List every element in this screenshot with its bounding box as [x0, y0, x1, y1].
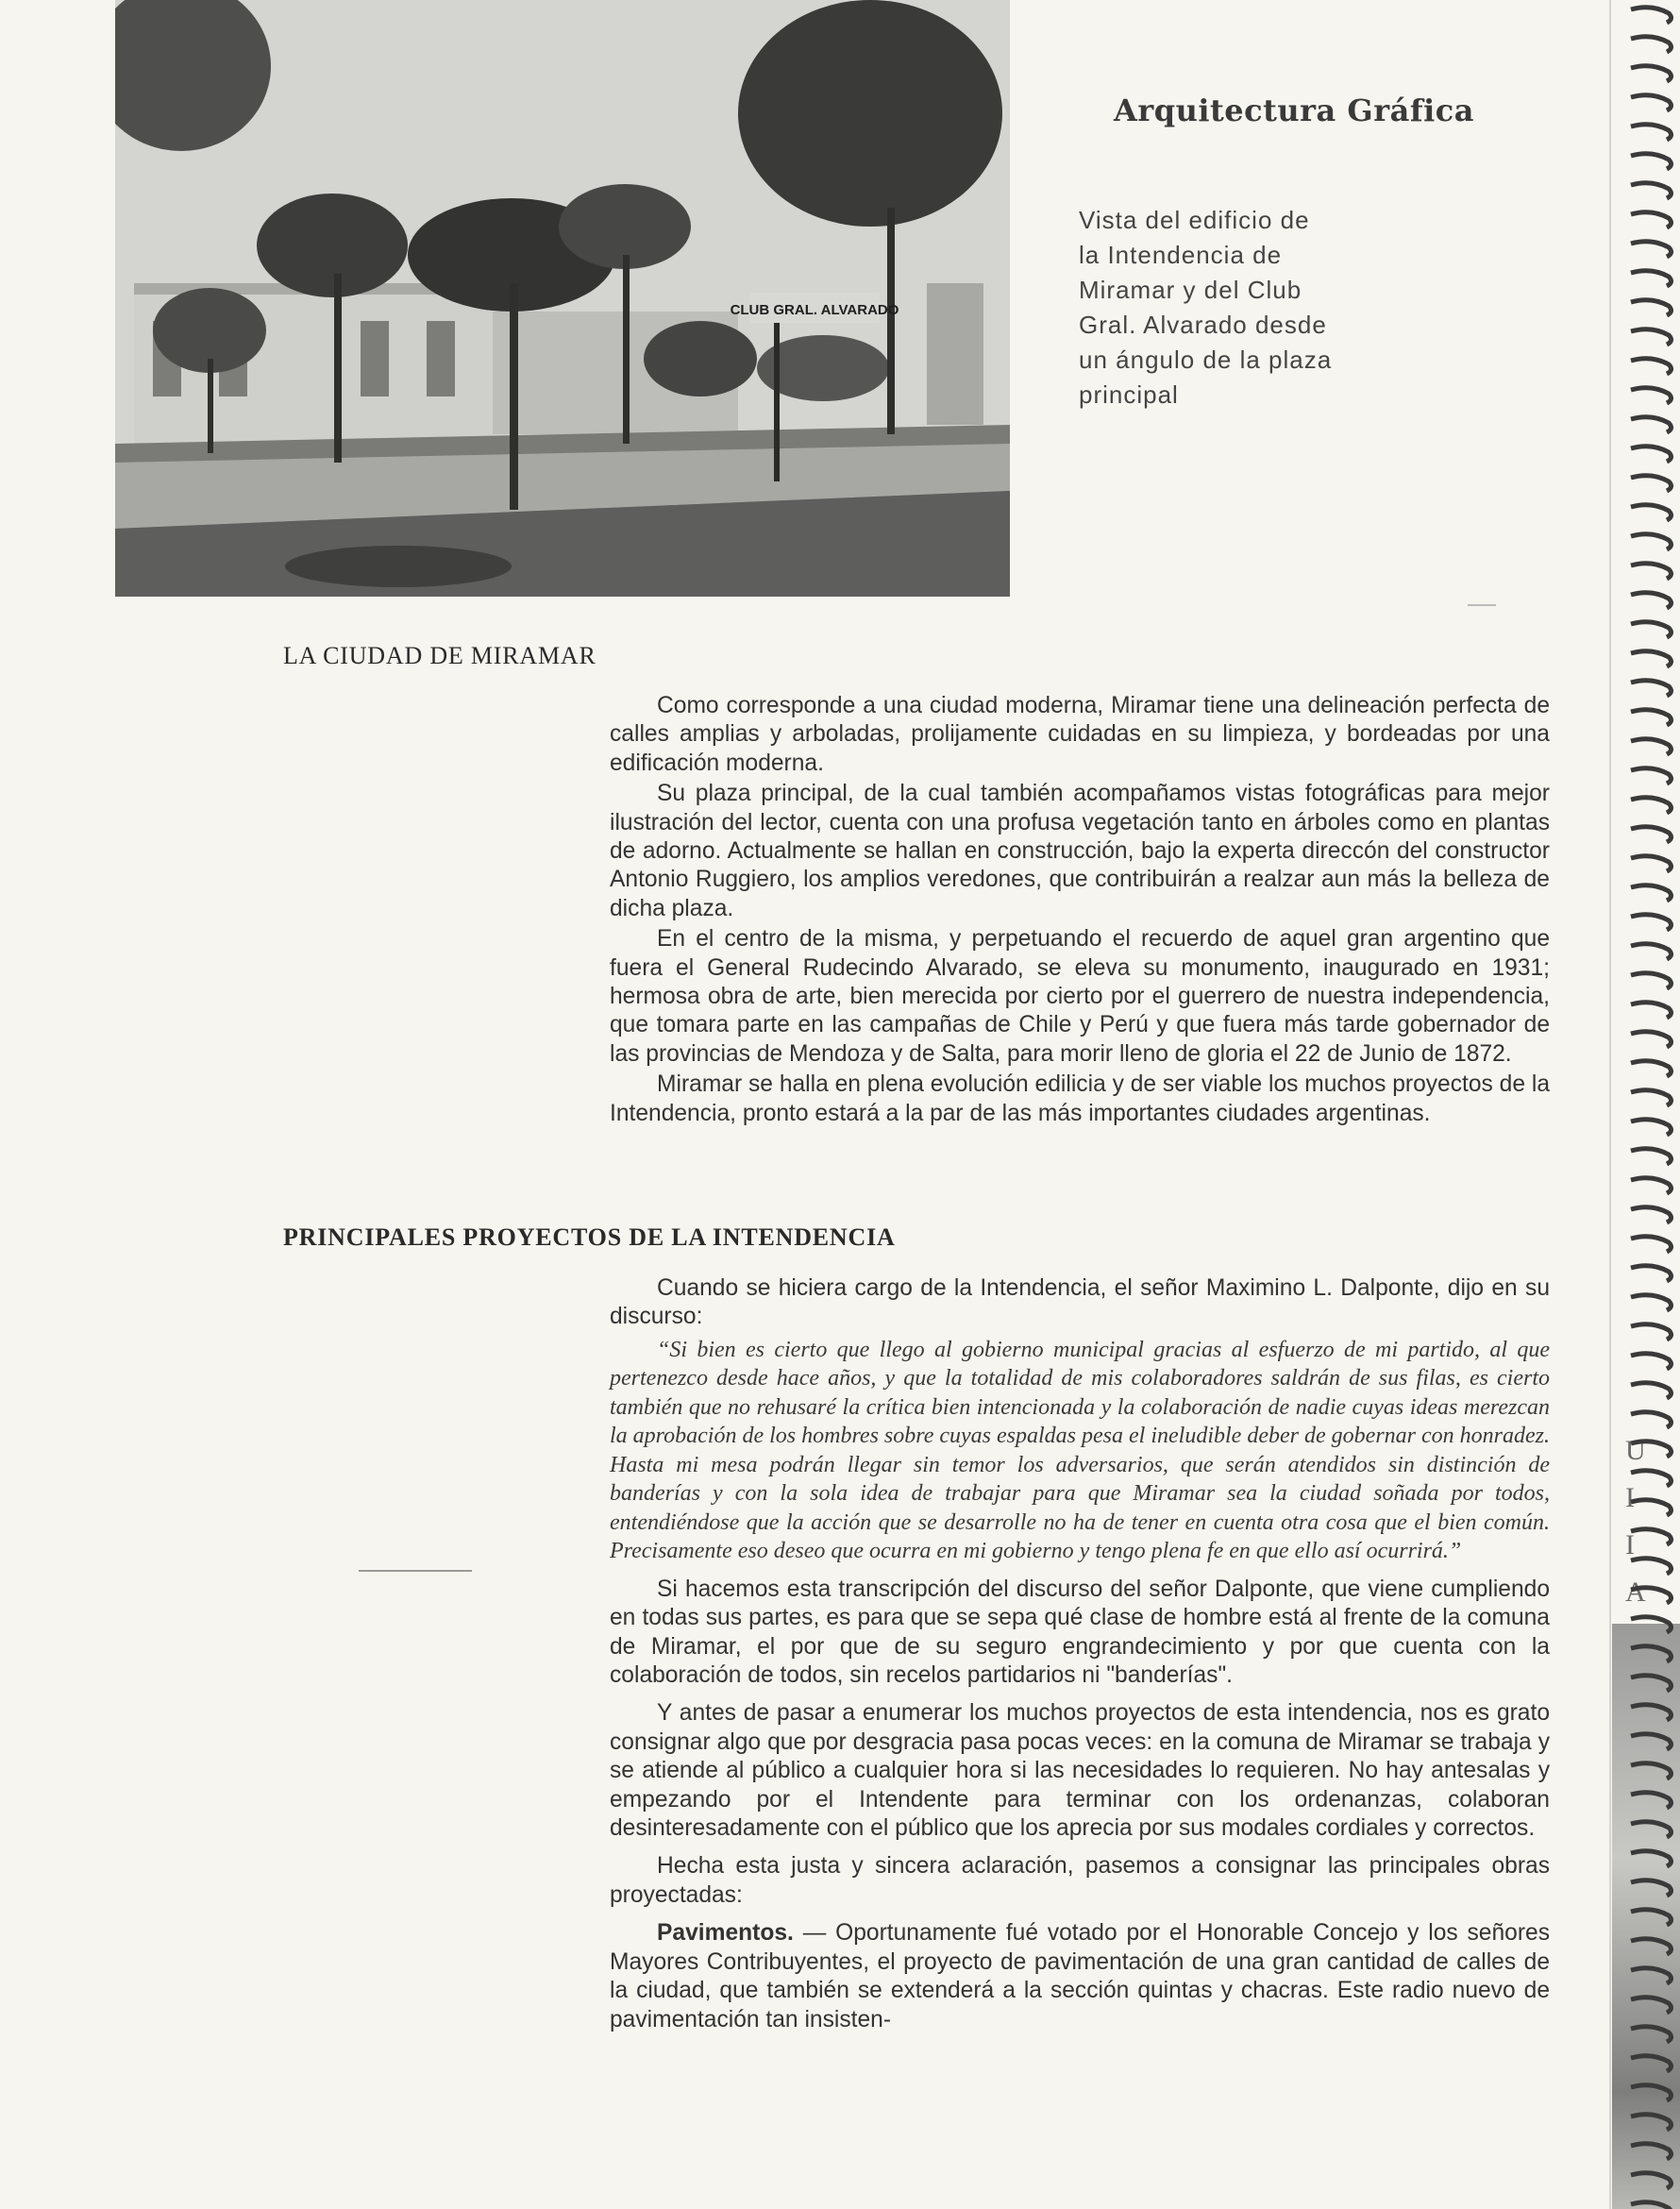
- body-paragraph: En el centro de la misma, y perpetuando el recuerdo de aquel gran argentino que fuera el General Rudecindo Alvarado, se eleva su monumento, inaugurado en 1931; hermosa obra de arte, bien merecida por cierto por el guerrero de nuestra independencia, que tomara parte en las campañas de Chile y Perú y que fuera más tarde gobernador de las provincias de Mendoza y de Salta, para morir lleno de gloria el 22 de Junio de 1872.: [610, 926, 1550, 1067]
- caption-line: Vista del edificio de: [1079, 206, 1310, 234]
- binding-ring: [1631, 125, 1672, 140]
- binding-ring: [1631, 1207, 1672, 1223]
- binding-ring: [1631, 1061, 1672, 1076]
- binding-ring: [1631, 1295, 1672, 1310]
- body-paragraph: Si hacemos esta transcripción del discurso del señor Dalponte, que viene cumpliendo en todas sus partes, es para que se sepa qué clase de hombre está al frente de la comuna de Miramar, el por que de su seguro engrandecimiento y por que cuenta con la colaboración de todos, sin recelos partidarios ni "banderías".: [610, 1576, 1550, 1689]
- binding-ring: [1631, 944, 1672, 959]
- binding-ring: [1631, 447, 1672, 462]
- binding-ring: [1631, 1559, 1672, 1574]
- binding-ring: [1631, 534, 1672, 549]
- binding-ring: [1631, 1676, 1672, 1691]
- binding-ring: [1631, 505, 1672, 520]
- binding-ring: [1631, 1324, 1672, 1340]
- binding-ring: [1631, 593, 1672, 608]
- binding-ring: [1631, 154, 1672, 169]
- body-paragraph: Hecha esta justa y sincera aclaración, pasemos a consignar las principales obras proyectadas:: [610, 1853, 1550, 1908]
- caption-line: Gral. Alvarado desde: [1079, 311, 1327, 339]
- binding-ring: [1631, 651, 1672, 666]
- binding-ring: [1631, 768, 1672, 784]
- binding-ring: [1631, 2115, 1672, 2130]
- binding-ring: [1631, 37, 1672, 52]
- binding-ring: [1631, 1354, 1672, 1369]
- caption-line: la Intendencia de: [1079, 241, 1283, 269]
- binding-ring: [1631, 1032, 1672, 1047]
- plaza-photograph: [115, 0, 1010, 597]
- binding-ring: [1631, 388, 1672, 403]
- binding-ring: [1631, 271, 1672, 286]
- binding-ring: [1631, 1910, 1672, 1925]
- binding-ring: [1631, 2085, 1672, 2100]
- binding-ring: [1631, 1442, 1672, 1457]
- binding-ring: [1631, 95, 1672, 110]
- binding-ring: [1631, 1471, 1672, 1486]
- binding-ring: [1631, 1998, 1672, 2013]
- binding-ring: [1631, 1617, 1672, 1632]
- section-heading-proyectos: PRINCIPALES PROYECTOS DE LA INTENDENCIA: [283, 1223, 896, 1251]
- binding-ring: [1631, 242, 1672, 257]
- binding-ring: [1631, 2173, 1672, 2188]
- binding-ring: [1631, 66, 1672, 81]
- binding-ring: [1631, 1763, 1672, 1779]
- binding-ring: [1631, 212, 1672, 228]
- binding-ring: [1631, 329, 1672, 345]
- edge-letter: A: [1625, 1577, 1646, 1608]
- binding-ring: [1631, 622, 1672, 637]
- caption-line: principal: [1079, 380, 1179, 409]
- binding-ring: [1631, 1149, 1672, 1164]
- binding-ring: [1631, 915, 1672, 930]
- binding-ring: [1631, 1968, 1672, 1983]
- binding-ring: [1631, 1266, 1672, 1281]
- binding-ring: [1631, 856, 1672, 871]
- binding-ring: [1631, 827, 1672, 842]
- binding-ring: [1631, 710, 1672, 725]
- body-paragraph: Cuando se hiciera cargo de la Intendencia, el señor Maximino L. Dalponte, dijo en su discurso:: [610, 1275, 1550, 1330]
- runin-text: — Oportunamente fué votado por el Honorable Concejo y los señores Mayores Contribuyentes, el proyecto de pavimentación de una gran cantidad de calles de la ciudad, que también se extenderá a la sección quintas y chacras. Este radio nuevo de pavimentación tan insisten-: [610, 1920, 1550, 2032]
- caption-line: un ángulo de la plaza: [1079, 346, 1333, 374]
- divider: [359, 1570, 472, 1572]
- binding-ring: [1631, 973, 1672, 988]
- binding-ring: [1631, 1793, 1672, 1808]
- binding-ring: [1631, 1237, 1672, 1252]
- body-paragraph: Como corresponde a una ciudad moderna, Miramar tiene una delineación perfecta de calles amplias y arboladas, prolijamente cuidadas en su limpieza, y bordeadas por una edificación moderna.: [610, 693, 1550, 776]
- binding-ring: [1631, 1500, 1672, 1515]
- binding-ring: [1631, 1822, 1672, 1837]
- body-paragraph: Miramar se halla en plena evolución edilicia y de ser viable los muchos proyectos de la Intendencia, pronto estará a la par de las más importantes ciudades argentinas.: [610, 1071, 1550, 1126]
- binding-ring: [1631, 476, 1672, 491]
- binding-ring: [1631, 1939, 1672, 1954]
- edge-letter: I: [1625, 1482, 1635, 1513]
- divider: [1468, 604, 1496, 606]
- binding-ring: [1631, 564, 1672, 579]
- photo-caption: [1079, 203, 1362, 413]
- body-paragraph: Y antes de pasar a enumerar los muchos proyectos de esta intendencia, nos es grato consignar algo que por desgracia pasa pocas veces: en la comuna de Miramar se trabaja y se atiende al público a cualquier hora si las necesidades lo requieren. No hay antesalas y empezando por el Intendente para terminar con los ordenanzas, colaboran desinteresadamente con el público que los aprecia por sus modales cordiales y correctos.: [610, 1700, 1550, 1842]
- section-brand-title: Arquitectura Gráfica: [1114, 93, 1474, 128]
- binding-ring: [1631, 1412, 1672, 1427]
- binding-ring: [1631, 1383, 1672, 1398]
- binding-ring: [1631, 885, 1672, 901]
- binding-ring: [1631, 417, 1672, 432]
- binding-ring: [1631, 739, 1672, 754]
- binding-ring: [1631, 1588, 1672, 1603]
- binding-ring: [1631, 1003, 1672, 1018]
- edge-letter: I: [1625, 1529, 1635, 1560]
- binding-ring: [1631, 2056, 1672, 2071]
- speech-quote: “Si bien es cierto que llego al gobierno municipal gracias al esfuerzo de mi partido, al que pertenezco desde hace años, y que la totalidad de mis colaboradores saldrán de sus filas, es cierto también que no rehusaré la crítica bien intencionada y la colaboración de nadie cuyas ideas merezcan la aprobación de los hombres sobre cuyas espaldas pesa el ineludible deber de gobernar con honradez. Hasta mi mesa podrán llegar sin temor los adversarios, que serán atendidos sin distinción de banderías y con la sola idea de trabajar para que Miramar sea la ciudad soñada por todos, entendiéndose que la acción que se desarrolle no ha de tener en cuenta otra cosa que el bien común. Precisamente eso deseo que ocurra en mi gobierno y tengo plena fe en que ello así ocurrirá.”: [610, 1337, 1550, 1564]
- binding-ring: [1631, 1851, 1672, 1866]
- page-edge: [1609, 0, 1611, 2209]
- binding-ring: [1631, 1120, 1672, 1135]
- binding-ring: [1631, 2144, 1672, 2159]
- body-paragraph-pavimentos: [610, 1919, 1550, 2034]
- spiral-binding: [1623, 0, 1680, 2209]
- club-sign: CLUB GRAL. ALVARADO: [730, 302, 899, 318]
- binding-ring: [1631, 681, 1672, 696]
- body-column-section-1: [610, 692, 1550, 1130]
- section-heading-miramar: LA CIUDAD DE MIRAMAR: [283, 642, 596, 669]
- binding-ring: [1631, 2202, 1672, 2209]
- binding-ring: [1631, 1529, 1672, 1544]
- runin-heading: Pavimentos.: [657, 1920, 794, 1947]
- binding-ring: [1631, 1646, 1672, 1661]
- binding-ring: [1631, 1090, 1672, 1105]
- binding-ring: [1631, 1880, 1672, 1896]
- binding-ring: [1631, 798, 1672, 813]
- binding-ring: [1631, 183, 1672, 198]
- body-column-section-2: [610, 1274, 1550, 2044]
- binding-ring: [1631, 2027, 1672, 2042]
- binding-ring: [1631, 359, 1672, 374]
- edge-letter: U: [1625, 1435, 1646, 1466]
- binding-ring: [1631, 1178, 1672, 1193]
- photo-illustration: [115, 0, 1010, 597]
- binding-ring: [1631, 8, 1672, 23]
- binding-ring: [1631, 1705, 1672, 1720]
- binding-ring: [1631, 300, 1672, 315]
- body-paragraph: Su plaza principal, de la cual también acompañamos vistas fotográficas para mejor ilustración del lector, cuenta con una profusa vegetación tanto en árboles como en plantas de adorno. Actualmente se hallan en construcción, bajo la experta direccón del constructor Antonio Ruggiero, los amplios veredones, que contribuirán a realzar aun más la belleza de dicha plaza.: [610, 781, 1550, 921]
- caption-line: Miramar y del Club: [1079, 276, 1302, 304]
- binding-ring: [1631, 1734, 1672, 1749]
